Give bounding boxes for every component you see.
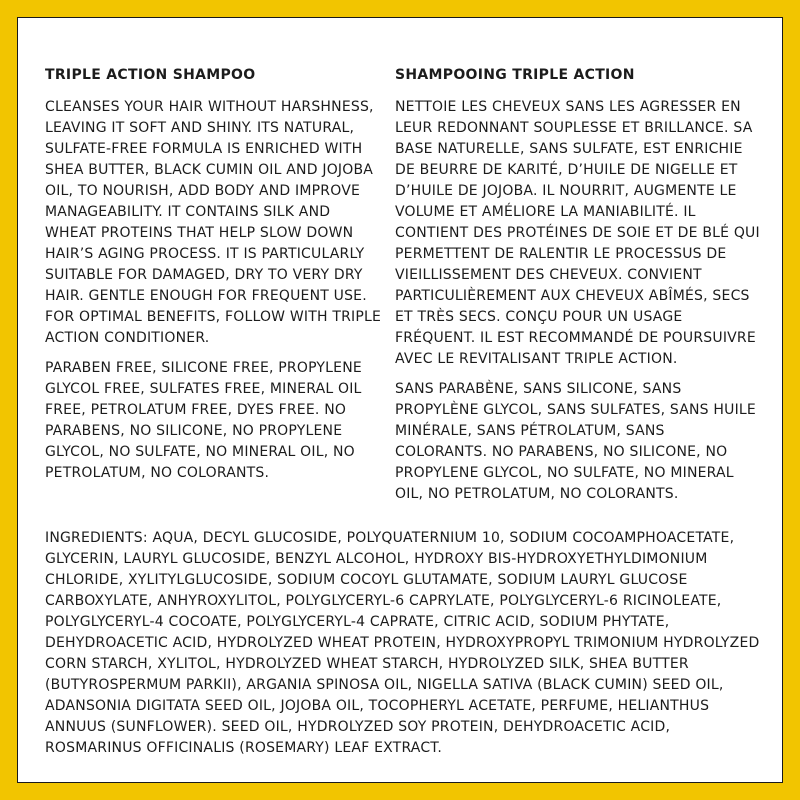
french-column <box>395 65 761 514</box>
french-free-from: SANS PARABÈNE, SANS SILICONE, SANS PROPYLÈNE GLYCOL, SANS SULFATES, SANS HUILE MINÉRALE, SANS PÉTROLATUM, SANS COLORANTS. NO PARABENS, NO SILICONE, NO PROPYLENE GLYCOL, NO SULFATE, NO MINERAL OIL, NO PETROLATUM, NO COLORANTS. <box>395 381 756 502</box>
english-description: CLEANSES YOUR HAIR WITHOUT HARSHNESS, LEAVING IT SOFT AND SHINY. ITS NATURAL, SULFATE-FREE FORMULA IS ENRICHED WITH SHEA BUTTER, BLACK CUMIN OIL AND JOJOBA OIL, TO NOURISH, ADD BODY AND IMPROVE MANAGEABILITY. IT CONTAINS SILK AND WHEAT PROTEINS THAT HELP SLOW DOWN HAIR’S AGING PROCESS. IT IS PARTICULARLY SUITABLE FOR DAMAGED, DRY TO VERY DRY HAIR. GENTLE ENOUGH FOR FREQUENT USE. FOR OPTIMAL BENEFITS, FOLLOW WITH TRIPLE ACTION CONDITIONER. <box>45 99 382 346</box>
english-free-from: PARABEN FREE, SILICONE FREE, PROPYLENE GLYCOL FREE, SULFATES FREE, MINERAL OIL FREE, PETROLATUM FREE, DYES FREE. NO PARABENS, NO SILICONE, NO PROPYLENE GLYCOL, NO SULFATE, NO MINERAL OIL, NO PETROLATUM, NO COLORANTS. <box>45 360 362 481</box>
english-title: TRIPLE ACTION SHAMPOO <box>45 67 256 83</box>
ingredients-list: INGREDIENTS: AQUA, DECYL GLUCOSIDE, POLYQUATERNIUM 10, SODIUM COCOAMPHOACETATE, GLYCERIN, LAURYL GLUCOSIDE, BENZYL ALCOHOL, HYDROXY BIS-HYDROXYETHYLDIMONIUM CHLORIDE, XYLITYLGLUCOSIDE, SODIUM COCOYL GLUTAMATE, SODIUM LAURYL GLUCOSE CARBOXYLATE, ANHYROXYLITOL, POLYGLYCERYL-6 CAPRYLATE, POLYGLYCERYL-6 RICINOLEATE, POLYGLYCERYL-4 COCOATE, POLYGLYCERYL-4 CAPRATE, CITRIC ACID, SODIUM PHYTATE, DEHYDROACETIC ACID, HYDROLYZED WHEAT PROTEIN, HYDROXYPROPYL TRIMONIUM HYDROLYZED CORN STARCH, XYLITOL, HYDROLYZED WHEAT STARCH, HYDROLYZED SILK, SHEA BUTTER (BUTYROSPERMUM PARKII), ARGANIA SPINOSA OIL, NIGELLA SATIVA (BLACK CUMIN) SEED OIL, ADANSONIA DIGITATA SEED OIL, JOJOBA OIL, TOCOPHERYL ACETATE, PERFUME, HELIANTHUS ANNUUS (SUNFLOWER). SEED OIL, HYDROLYZED SOY PROTEIN, DEHYDROACETIC ACID, ROSMARINUS OFFICINALIS (ROSEMARY) LEAF EXTRACT. <box>45 530 760 756</box>
french-title: SHAMPOOING TRIPLE ACTION <box>395 67 635 83</box>
english-column <box>45 65 385 493</box>
label-panel <box>17 17 783 783</box>
french-description: NETTOIE LES CHEVEUX SANS LES AGRESSER EN LEUR REDONNANT SOUPLESSE ET BRILLANCE. SA BASE NATURELLE, SANS SULFATE, EST ENRICHIE DE BEURRE DE KARITÉ, D’HUILE DE NIGELLE ET D’HUILE DE JOJOBA. IL NOURRIT, AUGMENTE LE VOLUME ET AMÉLIORE LA MANIABILITÉ. IL CONTIENT DES PROTÉINES DE SOIE ET DE BLÉ QUI PERMETTENT DE RALENTIR LE PROCESSUS DE VIEILLISSEMENT DES CHEVEUX. CONVIENT PARTICULIÈREMENT AUX CHEVEUX ABÎMÉS, SECS ET TRÈS SECS. CONÇU POUR UN USAGE FRÉQUENT. IL EST RECOMMANDÉ DE POURSUIVRE AVEC LE REVITALISANT TRIPLE ACTION. <box>395 99 760 367</box>
